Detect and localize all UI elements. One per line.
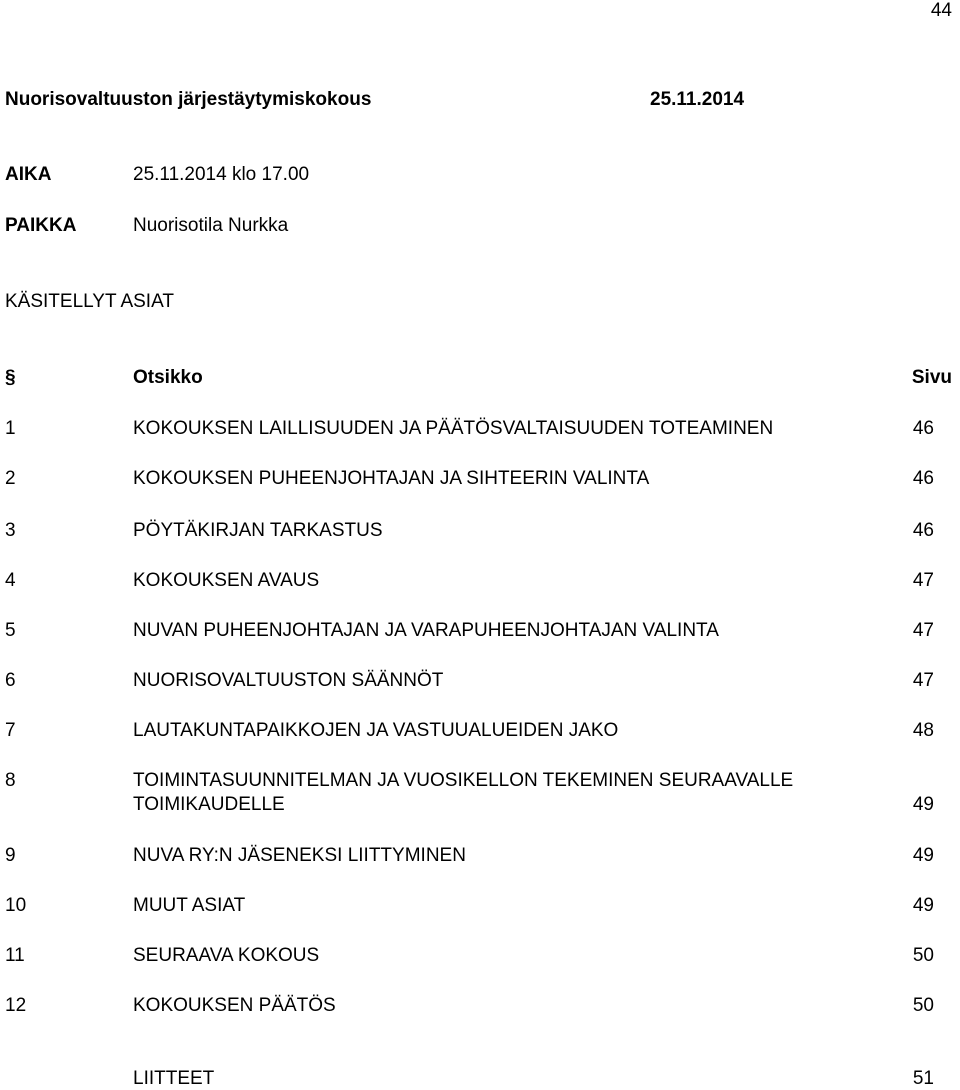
- item-title: KOKOUKSEN PÄÄTÖS: [133, 995, 336, 1016]
- item-page: 46: [912, 418, 934, 439]
- item-title: NUORISOVALTUUSTON SÄÄNNÖT: [133, 670, 444, 691]
- item-title: MUUT ASIAT: [133, 895, 246, 916]
- item-page: 47: [912, 620, 934, 641]
- item-number: 7: [5, 720, 16, 741]
- item-number: 4: [5, 570, 16, 591]
- page-number: 44: [930, 0, 952, 21]
- item-page: 49: [912, 895, 934, 916]
- time-value: 25.11.2014 klo 17.00: [133, 164, 310, 185]
- item-number: 9: [5, 845, 16, 866]
- item-number: 3: [5, 520, 16, 541]
- item-title: KOKOUKSEN PUHEENJOHTAJAN JA SIHTEERIN VALINTA: [133, 468, 650, 489]
- item-title: KOKOUKSEN LAILLISUUDEN JA PÄÄTÖSVALTAISUUDEN TOTEAMINEN: [133, 418, 774, 439]
- place-label: PAIKKA: [5, 215, 77, 236]
- item-page: 49: [912, 794, 934, 815]
- place-value: Nuorisotila Nurkka: [133, 215, 289, 236]
- item-title: LAUTAKUNTAPAIKKOJEN JA VASTUUALUEIDEN JAKO: [133, 720, 619, 741]
- item-number: 2: [5, 468, 16, 489]
- item-number: 5: [5, 620, 16, 641]
- item-title-continued: TOIMIKAUDELLE: [133, 794, 285, 815]
- item-number: 11: [5, 945, 25, 966]
- item-title: NUVA RY:N JÄSENEKSI LIITTYMINEN: [133, 845, 466, 866]
- time-label: AIKA: [5, 164, 52, 185]
- item-title: KOKOUKSEN AVAUS: [133, 570, 320, 591]
- item-title: TOIMINTASUUNNITELMAN JA VUOSIKELLON TEKEMINEN SEURAAVALLE: [133, 770, 794, 791]
- item-page: 46: [912, 520, 934, 541]
- table-header-marker: §: [5, 367, 16, 388]
- section-title: KÄSITELLYT ASIAT: [5, 291, 174, 312]
- attachments-page: 51: [912, 1068, 934, 1089]
- document-title: Nuorisovaltuuston järjestäytymiskokous: [5, 89, 372, 110]
- item-page: 50: [912, 995, 934, 1016]
- table-header-page: Sivu: [911, 367, 952, 388]
- attachments-title: LIITTEET: [133, 1068, 215, 1089]
- item-page: 50: [912, 945, 934, 966]
- item-title: NUVAN PUHEENJOHTAJAN JA VARAPUHEENJOHTAJAN VALINTA: [133, 620, 719, 641]
- item-number: 10: [5, 895, 27, 916]
- item-page: 49: [912, 845, 934, 866]
- item-title: SEURAAVA KOKOUS: [133, 945, 320, 966]
- item-number: 6: [5, 670, 16, 691]
- item-number: 12: [5, 995, 27, 1016]
- item-page: 46: [912, 468, 934, 489]
- table-header-title: Otsikko: [133, 367, 203, 388]
- item-number: 1: [5, 418, 16, 439]
- item-page: 47: [912, 670, 934, 691]
- item-title: PÖYTÄKIRJAN TARKASTUS: [133, 520, 383, 541]
- item-number: 8: [5, 770, 16, 791]
- item-page: 48: [912, 720, 934, 741]
- item-page: 47: [912, 570, 934, 591]
- document-date: 25.11.2014: [650, 89, 745, 110]
